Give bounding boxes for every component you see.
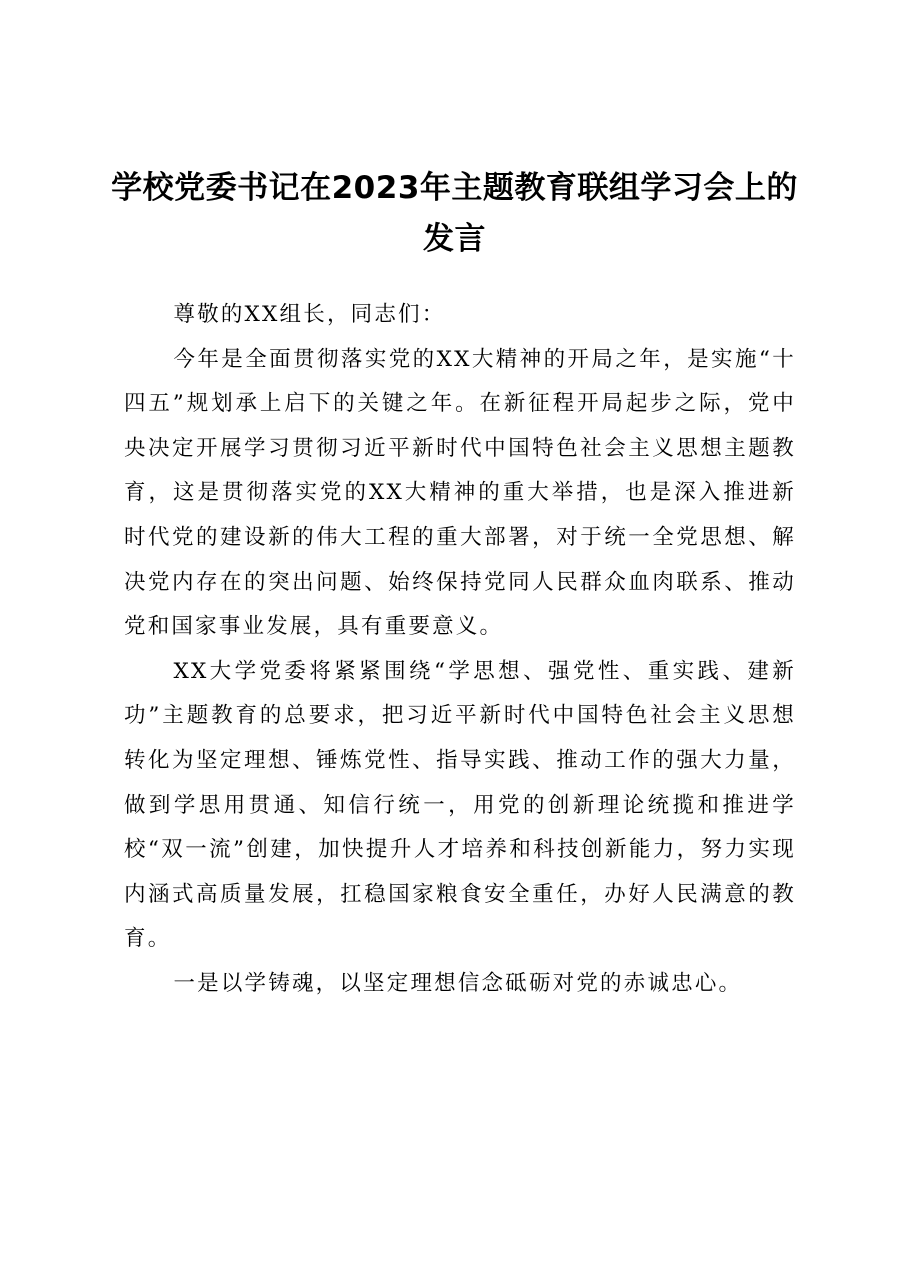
document-title: 学校党委书记在2023年主题教育联组学习会上的发言 bbox=[111, 170, 798, 257]
document-body bbox=[124, 293, 796, 1007]
paragraph-1: 今年是全面贯彻落实党的XX大精神的开局之年，是实施“十四五”规划承上启下的关键之年。在新征程开局起步之际，党中央决定开展学习贯彻习近平新时代中国特色社会主义思想主题教育，这是贯彻落实党的XX大精神的重大举措，也是深入推进新时代党的建设新的伟大工程的重大部署，对于统一全党思想、解决党内存在的突出问题、始终保持党同人民群众血肉联系、推动党和国家事业发展，具有重要意义。 bbox=[124, 346, 796, 640]
paragraph-2: XX大学党委将紧紧围绕“学思想、强党性、重实践、建新功”主题教育的总要求，把习近平新时代中国特色社会主义思想转化为坚定理想、锤炼党性、指导实践、推动工作的强大力量，做到学思用贯通、知信行统一，用党的创新理论统揽和推进学校“双一流”创建，加快提升人才培养和科技创新能力，努力实现内涵式高质量发展，扛稳国家粮食安全重任，办好人民满意的教育。 bbox=[124, 658, 796, 952]
salutation: 尊敬的XX组长，同志们： bbox=[173, 302, 446, 327]
paragraph-3: 一是以学铸魂，以坚定理想信念砥砺对党的赤诚忠心。 bbox=[173, 970, 743, 996]
